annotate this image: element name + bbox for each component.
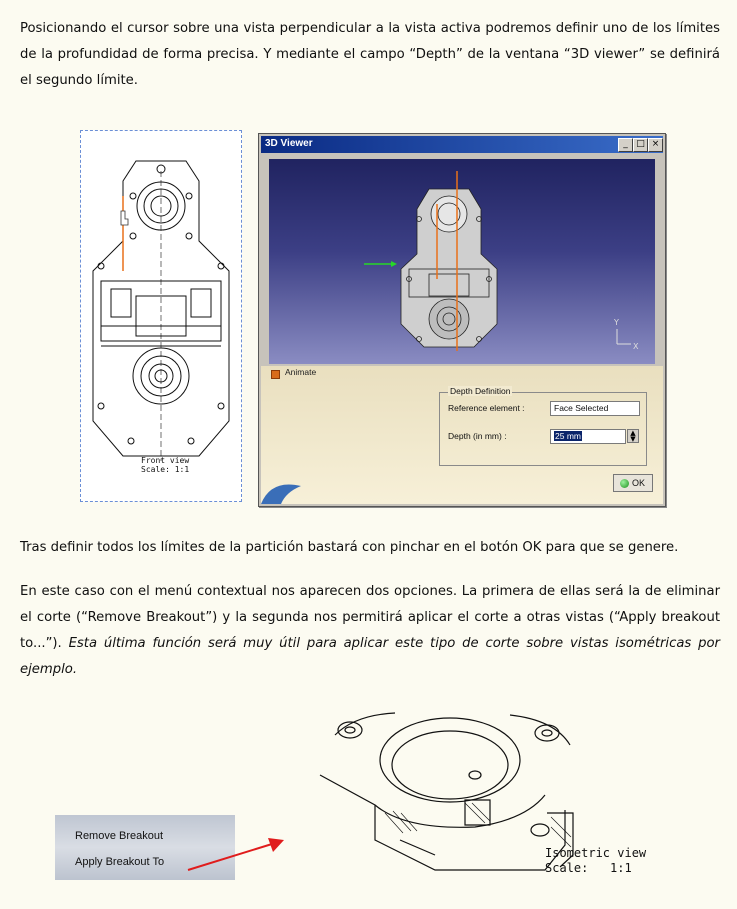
axis-x-label: X: [633, 342, 639, 351]
menu-item-apply-breakout[interactable]: Apply Breakout To: [75, 856, 165, 868]
front-view-caption: [141, 456, 189, 474]
close-button[interactable]: ×: [648, 138, 663, 152]
front-view-drawing: [81, 131, 241, 501]
paragraph-context-menu-text: En este caso con el menú contextual nos aparecen dos opciones. La primera de ellas será la de eliminar el corte (“Remove Breakout”) y la segunda nos permitirá aplicar el corte a otras vistas (“Apply breakout to...”).: [20, 584, 720, 651]
depth-definition-legend: Depth Definition: [450, 386, 511, 396]
paragraph-context-menu: [20, 579, 720, 683]
ok-button[interactable]: [613, 474, 653, 492]
red-arrow-icon: [180, 828, 300, 888]
viewer-titlebar[interactable]: [261, 136, 663, 153]
paragraph-context-menu-italic: Esta última función será muy útil para aplicar este tipo de corte sobre vistas isométricas por ejemplo.: [20, 636, 720, 677]
isometric-caption-line1: Isometric view: [545, 846, 647, 860]
isometric-caption: [545, 846, 646, 876]
minimize-button[interactable]: _: [618, 138, 633, 152]
isometric-caption-line2: Scale: 1:1: [545, 861, 632, 875]
maximize-button[interactable]: □: [633, 138, 648, 152]
depth-spinner[interactable]: ▲ ▼: [627, 429, 639, 443]
corner-decoration: [261, 474, 321, 504]
paragraph-ok: Tras definir todos los límites de la partición bastará con pinchar en el botón OK para que se genere.: [20, 540, 679, 555]
depth-input[interactable]: [550, 429, 626, 444]
viewer-title: 3D Viewer: [265, 138, 313, 149]
animate-label: Animate: [285, 367, 317, 377]
reference-element-label: Reference element :: [448, 403, 525, 413]
front-view-caption-line1: Front view: [141, 456, 190, 465]
depth-definition-group: [439, 386, 647, 466]
front-view-caption-line2: Scale: 1:1: [141, 465, 190, 474]
3d-viewport[interactable]: [269, 159, 655, 364]
depth-label: Depth (in mm) :: [448, 431, 507, 441]
axis-y-label: Y: [614, 318, 619, 327]
menu-item-remove-breakout[interactable]: Remove Breakout: [75, 830, 164, 842]
3d-part-render: [269, 159, 655, 364]
reference-element-field[interactable]: Face Selected: [550, 401, 640, 416]
viewer-options-panel: [261, 366, 663, 504]
viewer-window: [258, 133, 666, 507]
ok-icon: [620, 479, 629, 488]
animate-checkbox[interactable]: [271, 370, 280, 379]
ok-label: OK: [632, 478, 646, 488]
paragraph-intro: Posicionando el cursor sobre una vista perpendicular a la vista activa podremos definir uno de los límites de la profundidad de forma precisa. Y mediante el campo “Depth” de la ventana “3D viewer” se definirá el segundo límite.: [20, 21, 720, 88]
front-view-panel: [80, 130, 242, 502]
depth-value: 25 mm: [555, 431, 581, 441]
